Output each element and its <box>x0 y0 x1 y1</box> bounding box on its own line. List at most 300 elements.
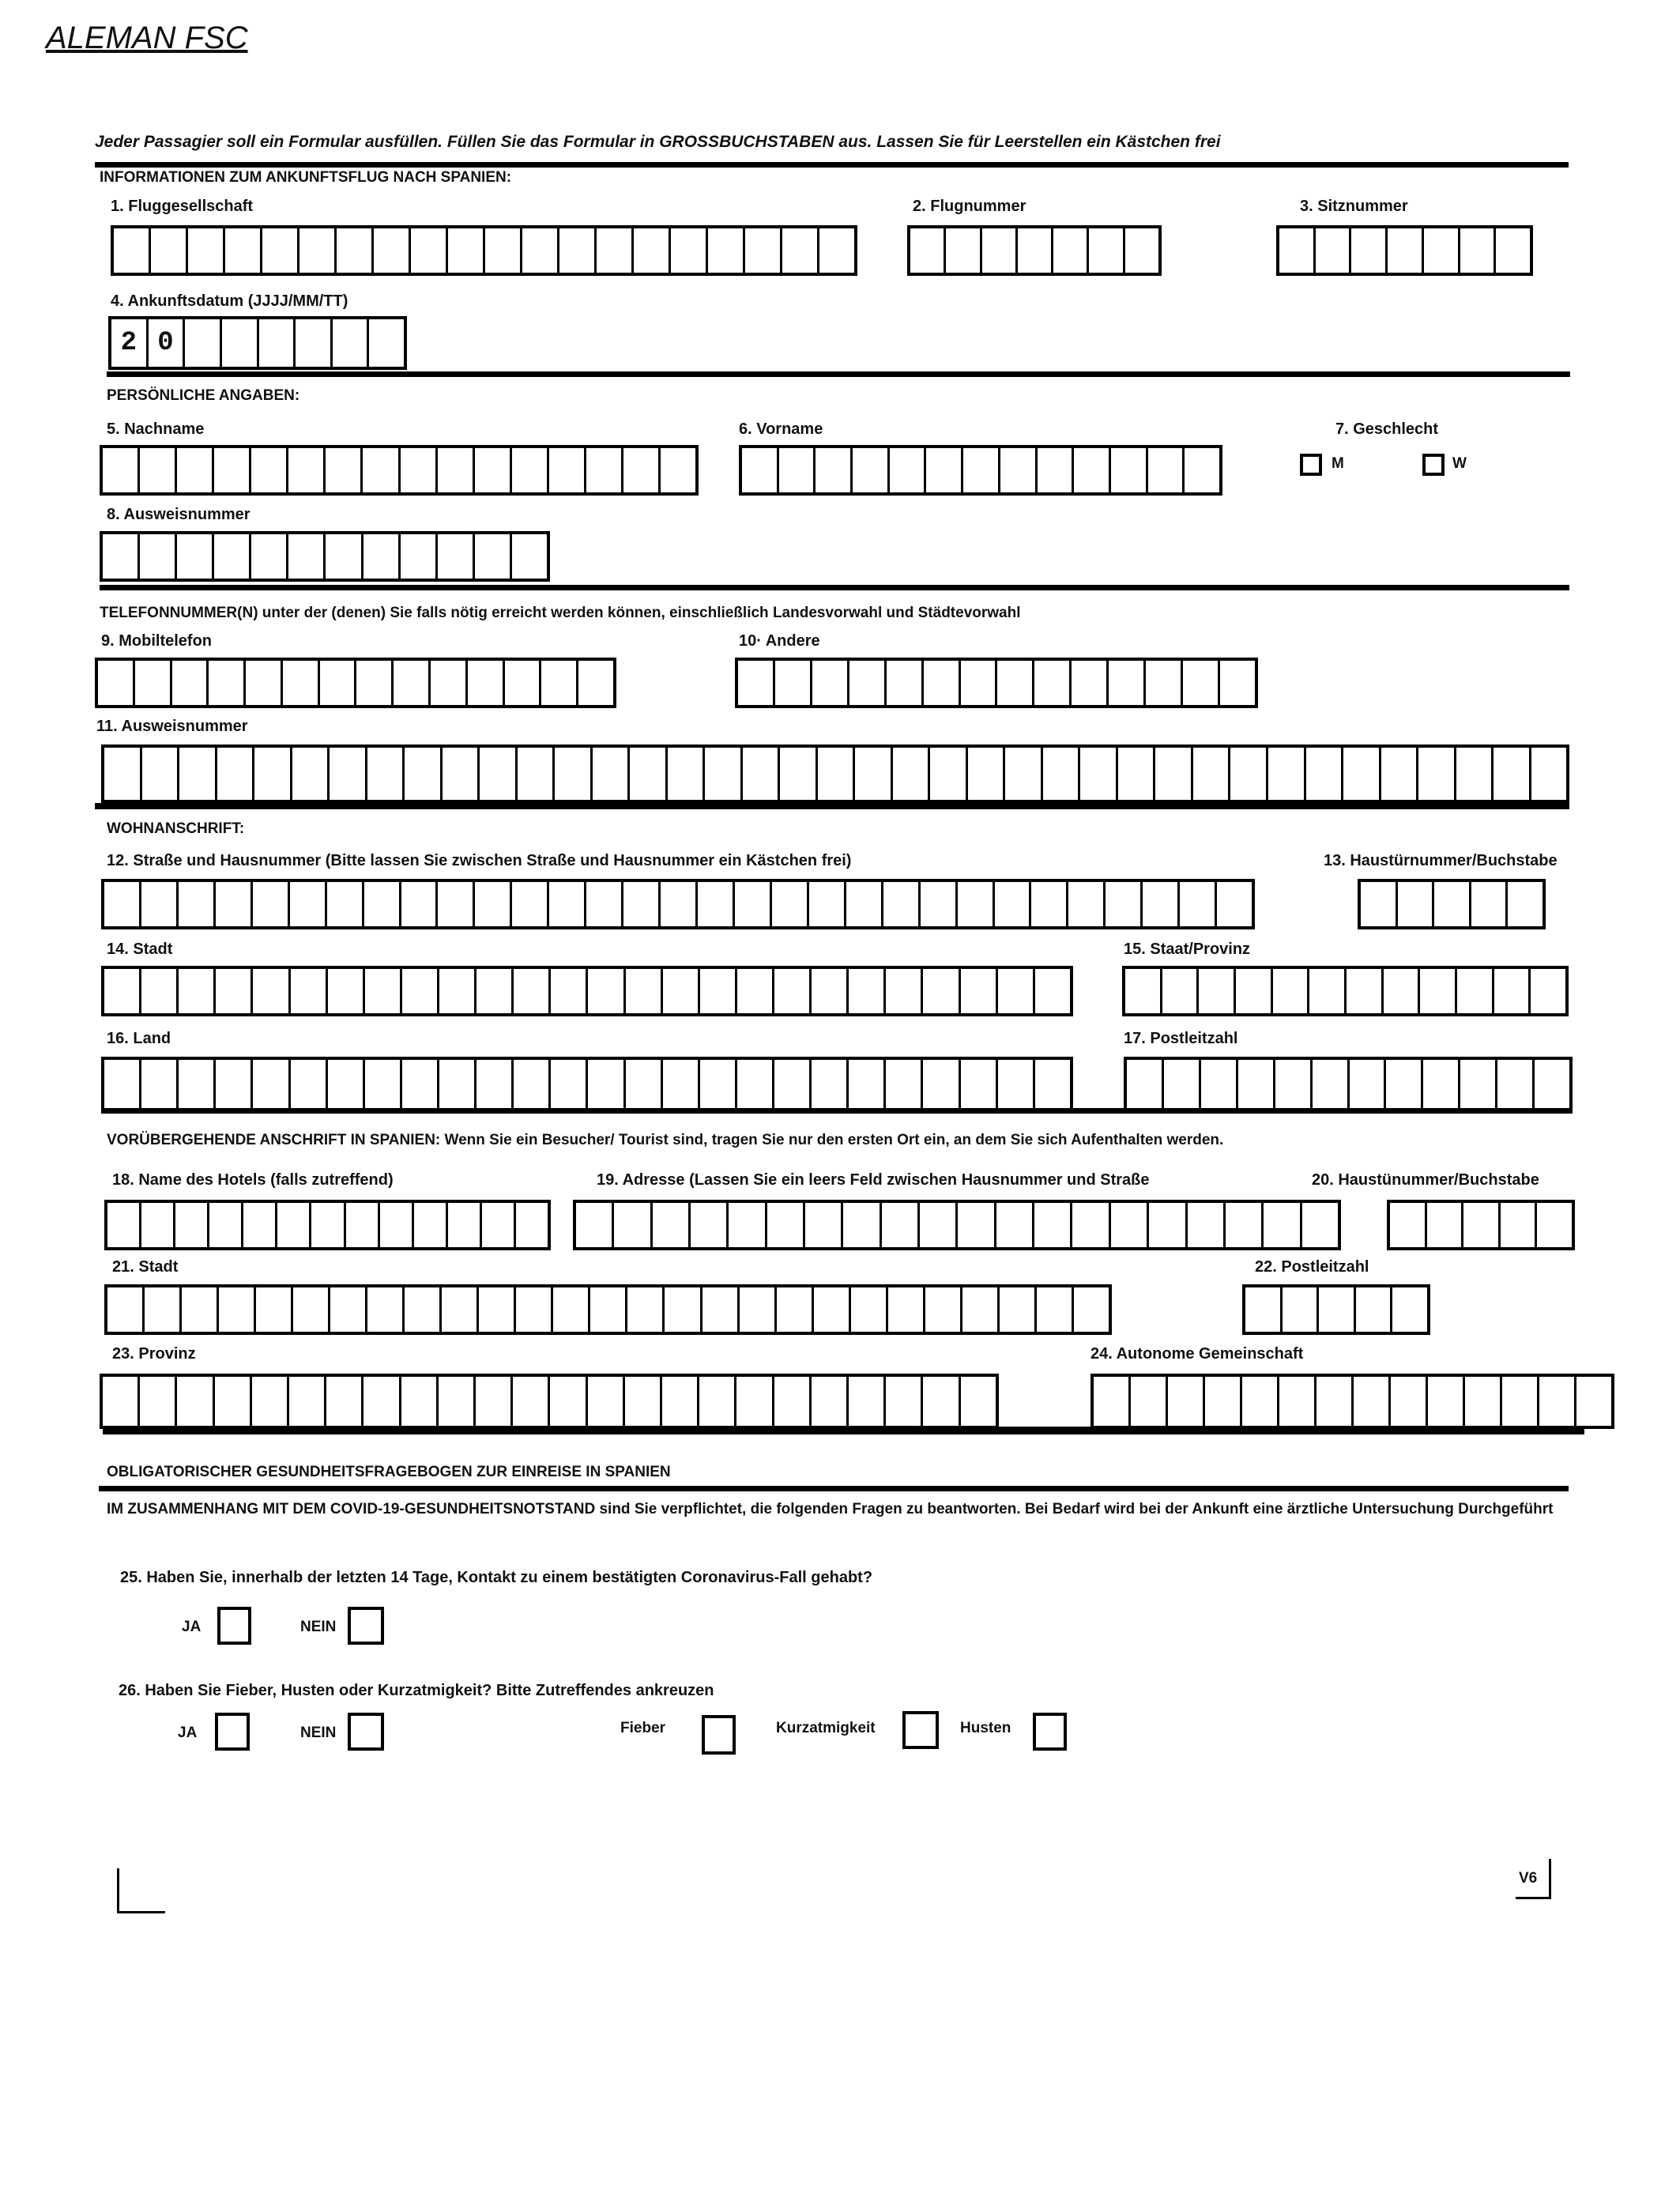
char-cell[interactable] <box>1347 969 1384 1013</box>
q25-nein-checkbox[interactable] <box>348 1607 384 1645</box>
char-cell[interactable] <box>1238 1060 1275 1109</box>
char-cell[interactable] <box>578 661 613 705</box>
char-cell[interactable] <box>962 1287 1000 1332</box>
char-cell[interactable] <box>1005 748 1043 800</box>
date-cell[interactable] <box>369 319 404 367</box>
char-cell[interactable] <box>448 228 485 273</box>
char-cell[interactable] <box>365 1060 402 1109</box>
char-cell[interactable] <box>1074 448 1111 492</box>
char-cell[interactable] <box>1420 969 1457 1013</box>
char-cell[interactable] <box>438 448 475 492</box>
char-cell[interactable] <box>1279 228 1316 273</box>
char-cell[interactable] <box>586 882 623 926</box>
char-cell[interactable] <box>849 1060 886 1109</box>
char-cell[interactable] <box>958 1203 996 1247</box>
char-cell[interactable] <box>774 969 812 1013</box>
seat-number-input[interactable] <box>1276 225 1533 276</box>
char-cell[interactable] <box>443 748 480 800</box>
char-cell[interactable] <box>588 969 625 1013</box>
char-cell[interactable] <box>774 1060 812 1109</box>
char-cell[interactable] <box>1306 748 1344 800</box>
char-cell[interactable] <box>671 228 708 273</box>
char-cell[interactable] <box>812 1377 849 1426</box>
char-cell[interactable] <box>550 1377 587 1426</box>
char-cell[interactable] <box>700 969 737 1013</box>
char-cell[interactable] <box>175 1203 209 1247</box>
char-cell[interactable] <box>253 1060 290 1109</box>
char-cell[interactable] <box>849 969 886 1013</box>
char-cell[interactable] <box>514 969 551 1013</box>
char-cell[interactable] <box>394 661 431 705</box>
char-cell[interactable] <box>1220 661 1255 705</box>
char-cell[interactable] <box>516 1203 548 1247</box>
char-cell[interactable] <box>1068 882 1106 926</box>
char-cell[interactable] <box>1072 1203 1110 1247</box>
date-cell[interactable] <box>222 319 259 367</box>
char-cell[interactable] <box>1427 1203 1464 1247</box>
char-cell[interactable] <box>775 661 812 705</box>
char-cell[interactable] <box>923 1377 960 1426</box>
char-cell[interactable] <box>179 748 217 800</box>
char-cell[interactable] <box>1316 228 1352 273</box>
char-cell[interactable] <box>997 661 1034 705</box>
char-cell[interactable] <box>1418 748 1456 800</box>
char-cell[interactable] <box>982 228 1018 273</box>
char-cell[interactable] <box>225 228 262 273</box>
char-cell[interactable] <box>1386 1060 1423 1109</box>
char-cell[interactable] <box>819 228 854 273</box>
char-cell[interactable] <box>1381 748 1419 800</box>
char-cell[interactable] <box>1391 1377 1428 1426</box>
char-cell[interactable] <box>214 448 251 492</box>
char-cell[interactable] <box>946 228 981 273</box>
char-cell[interactable] <box>1319 1287 1356 1332</box>
char-cell[interactable] <box>703 1287 740 1332</box>
char-cell[interactable] <box>439 1060 477 1109</box>
char-cell[interactable] <box>1494 969 1531 1013</box>
char-cell[interactable] <box>699 1377 736 1426</box>
date-cell[interactable] <box>259 319 296 367</box>
char-cell[interactable] <box>402 969 439 1013</box>
char-cell[interactable] <box>698 882 735 926</box>
char-cell[interactable] <box>1034 661 1072 705</box>
char-cell[interactable] <box>480 748 518 800</box>
char-cell[interactable] <box>365 969 402 1013</box>
char-cell[interactable] <box>114 228 151 273</box>
char-cell[interactable] <box>141 1060 179 1109</box>
char-cell[interactable] <box>593 748 631 800</box>
char-cell[interactable] <box>402 1060 439 1109</box>
char-cell[interactable] <box>216 969 253 1013</box>
char-cell[interactable] <box>805 1203 843 1247</box>
char-cell[interactable] <box>1531 748 1567 800</box>
char-cell[interactable] <box>512 534 547 579</box>
char-cell[interactable] <box>737 969 774 1013</box>
char-cell[interactable] <box>708 228 745 273</box>
char-cell[interactable] <box>1537 1203 1572 1247</box>
char-cell[interactable] <box>780 748 818 800</box>
char-cell[interactable] <box>774 1377 812 1426</box>
q26-ja-checkbox[interactable] <box>215 1713 250 1751</box>
char-cell[interactable] <box>1390 1203 1427 1247</box>
char-cell[interactable] <box>214 534 251 579</box>
char-cell[interactable] <box>923 969 960 1013</box>
char-cell[interactable] <box>448 1203 482 1247</box>
char-cell[interactable] <box>405 1287 442 1332</box>
char-cell[interactable] <box>818 748 856 800</box>
char-cell[interactable] <box>522 228 559 273</box>
char-cell[interactable] <box>179 1060 216 1109</box>
char-cell[interactable] <box>1457 969 1494 1013</box>
char-cell[interactable] <box>1456 748 1494 800</box>
char-cell[interactable] <box>849 1377 886 1426</box>
flight-number-input[interactable] <box>907 225 1162 276</box>
char-cell[interactable] <box>551 1060 588 1109</box>
char-cell[interactable] <box>219 1287 256 1332</box>
char-cell[interactable] <box>141 882 179 926</box>
char-cell[interactable] <box>1111 1203 1149 1247</box>
char-cell[interactable] <box>961 661 998 705</box>
char-cell[interactable] <box>1494 748 1531 800</box>
char-cell[interactable] <box>814 1287 851 1332</box>
char-cell[interactable] <box>188 228 225 273</box>
char-cell[interactable] <box>209 1203 243 1247</box>
char-cell[interactable] <box>512 882 549 926</box>
char-cell[interactable] <box>1283 1287 1320 1332</box>
char-cell[interactable] <box>1309 969 1347 1013</box>
char-cell[interactable] <box>326 448 363 492</box>
char-cell[interactable] <box>330 748 367 800</box>
char-cell[interactable] <box>700 1060 737 1109</box>
temp-city-input[interactable] <box>104 1284 1112 1335</box>
char-cell[interactable] <box>1302 1203 1338 1247</box>
char-cell[interactable] <box>1343 748 1381 800</box>
char-cell[interactable] <box>1226 1203 1264 1247</box>
char-cell[interactable] <box>995 882 1032 926</box>
char-cell[interactable] <box>1356 1287 1393 1332</box>
char-cell[interactable] <box>1268 748 1306 800</box>
char-cell[interactable] <box>1000 448 1038 492</box>
char-cell[interactable] <box>663 1060 700 1109</box>
char-cell[interactable] <box>812 969 849 1013</box>
last-name-input[interactable] <box>100 445 699 496</box>
char-cell[interactable] <box>1273 969 1310 1013</box>
char-cell[interactable] <box>104 969 141 1013</box>
char-cell[interactable] <box>729 1203 767 1247</box>
char-cell[interactable] <box>1361 882 1398 926</box>
cough-checkbox[interactable] <box>1033 1713 1067 1751</box>
char-cell[interactable] <box>737 1060 774 1109</box>
char-cell[interactable] <box>414 1203 448 1247</box>
char-cell[interactable] <box>996 1203 1034 1247</box>
char-cell[interactable] <box>246 661 283 705</box>
char-cell[interactable] <box>1155 748 1193 800</box>
char-cell[interactable] <box>1264 1203 1301 1247</box>
id-number-input[interactable] <box>100 531 550 582</box>
char-cell[interactable] <box>665 1287 702 1332</box>
char-cell[interactable] <box>140 1377 177 1426</box>
char-cell[interactable] <box>738 661 775 705</box>
char-cell[interactable] <box>1000 1287 1037 1332</box>
char-cell[interactable] <box>1317 1377 1354 1426</box>
fever-checkbox[interactable] <box>702 1715 736 1755</box>
char-cell[interactable] <box>1230 748 1268 800</box>
gender-m-checkbox[interactable] <box>1300 454 1322 476</box>
temp-address-input[interactable] <box>573 1200 1341 1250</box>
postal-code-input[interactable] <box>1124 1057 1573 1112</box>
char-cell[interactable] <box>104 748 142 800</box>
char-cell[interactable] <box>363 534 401 579</box>
id-number-2-input[interactable] <box>101 745 1569 803</box>
char-cell[interactable] <box>140 534 177 579</box>
char-cell[interactable] <box>512 448 549 492</box>
char-cell[interactable] <box>475 448 512 492</box>
char-cell[interactable] <box>1149 1203 1187 1247</box>
char-cell[interactable] <box>559 228 597 273</box>
char-cell[interactable] <box>705 748 743 800</box>
char-cell[interactable] <box>363 1377 401 1426</box>
char-cell[interactable] <box>923 1060 960 1109</box>
char-cell[interactable] <box>1094 1377 1131 1426</box>
char-cell[interactable] <box>614 1203 652 1247</box>
char-cell[interactable] <box>925 1287 962 1332</box>
char-cell[interactable] <box>439 969 477 1013</box>
char-cell[interactable] <box>439 1377 476 1426</box>
char-cell[interactable] <box>623 448 661 492</box>
char-cell[interactable] <box>1125 228 1158 273</box>
char-cell[interactable] <box>103 448 140 492</box>
char-cell[interactable] <box>853 448 890 492</box>
char-cell[interactable] <box>893 748 931 800</box>
char-cell[interactable] <box>367 748 405 800</box>
char-cell[interactable] <box>627 1287 665 1332</box>
char-cell[interactable] <box>998 1060 1035 1109</box>
char-cell[interactable] <box>1434 882 1471 926</box>
char-cell[interactable] <box>812 1060 849 1109</box>
char-cell[interactable] <box>1193 748 1231 800</box>
char-cell[interactable] <box>135 661 172 705</box>
char-cell[interactable] <box>958 882 995 926</box>
char-cell[interactable] <box>485 228 522 273</box>
char-cell[interactable] <box>209 661 246 705</box>
char-cell[interactable] <box>363 448 400 492</box>
char-cell[interactable] <box>745 228 782 273</box>
char-cell[interactable] <box>1471 882 1509 926</box>
char-cell[interactable] <box>586 448 623 492</box>
char-cell[interactable] <box>251 534 288 579</box>
arrival-date-input[interactable] <box>108 316 407 370</box>
char-cell[interactable] <box>663 969 700 1013</box>
char-cell[interactable] <box>177 448 214 492</box>
char-cell[interactable] <box>1313 1060 1350 1109</box>
q26-nein-checkbox[interactable] <box>348 1713 384 1751</box>
char-cell[interactable] <box>401 1377 439 1426</box>
char-cell[interactable] <box>851 1287 888 1332</box>
char-cell[interactable] <box>1146 661 1183 705</box>
char-cell[interactable] <box>588 1060 625 1109</box>
char-cell[interactable] <box>846 882 883 926</box>
char-cell[interactable] <box>103 1377 140 1426</box>
province-input[interactable] <box>100 1374 999 1429</box>
char-cell[interactable] <box>1275 1060 1313 1109</box>
char-cell[interactable] <box>855 748 893 800</box>
char-cell[interactable] <box>924 661 961 705</box>
date-cell[interactable] <box>333 319 370 367</box>
char-cell[interactable] <box>288 448 326 492</box>
char-cell[interactable] <box>653 1203 691 1247</box>
char-cell[interactable] <box>468 661 505 705</box>
char-cell[interactable] <box>1428 1377 1465 1426</box>
date-cell[interactable] <box>185 319 222 367</box>
char-cell[interactable] <box>290 882 327 926</box>
char-cell[interactable] <box>662 1377 699 1426</box>
char-cell[interactable] <box>1279 1377 1317 1426</box>
char-cell[interactable] <box>961 1377 996 1426</box>
char-cell[interactable] <box>816 448 853 492</box>
char-cell[interactable] <box>843 1203 881 1247</box>
char-cell[interactable] <box>779 448 816 492</box>
char-cell[interactable] <box>968 748 1006 800</box>
char-cell[interactable] <box>930 748 968 800</box>
char-cell[interactable] <box>740 1287 777 1332</box>
char-cell[interactable] <box>327 882 364 926</box>
char-cell[interactable] <box>1034 1203 1072 1247</box>
state-input[interactable] <box>1122 966 1569 1016</box>
char-cell[interactable] <box>320 661 357 705</box>
char-cell[interactable] <box>141 1203 175 1247</box>
char-cell[interactable] <box>625 1377 662 1426</box>
char-cell[interactable] <box>1127 1060 1164 1109</box>
char-cell[interactable] <box>767 1203 805 1247</box>
char-cell[interactable] <box>772 882 809 926</box>
char-cell[interactable] <box>293 1287 330 1332</box>
char-cell[interactable] <box>1162 969 1200 1013</box>
char-cell[interactable] <box>438 534 475 579</box>
char-cell[interactable] <box>742 448 779 492</box>
char-cell[interactable] <box>252 1377 289 1426</box>
char-cell[interactable] <box>961 1060 998 1109</box>
char-cell[interactable] <box>1242 1377 1279 1426</box>
char-cell[interactable] <box>346 1203 380 1247</box>
char-cell[interactable] <box>328 969 365 1013</box>
shortness-of-breath-checkbox[interactable] <box>902 1711 939 1749</box>
char-cell[interactable] <box>626 1060 663 1109</box>
char-cell[interactable] <box>634 228 671 273</box>
char-cell[interactable] <box>1465 1377 1502 1426</box>
char-cell[interactable] <box>516 1287 553 1332</box>
char-cell[interactable] <box>177 1377 214 1426</box>
char-cell[interactable] <box>326 1377 363 1426</box>
char-cell[interactable] <box>1035 1060 1070 1109</box>
char-cell[interactable] <box>882 1203 920 1247</box>
char-cell[interactable] <box>1245 1287 1283 1332</box>
char-cell[interactable] <box>777 1287 814 1332</box>
char-cell[interactable] <box>590 1287 627 1332</box>
char-cell[interactable] <box>630 748 668 800</box>
char-cell[interactable] <box>886 1377 923 1426</box>
char-cell[interactable] <box>883 882 921 926</box>
char-cell[interactable] <box>541 661 578 705</box>
char-cell[interactable] <box>1501 1203 1538 1247</box>
char-cell[interactable] <box>330 1287 367 1332</box>
char-cell[interactable] <box>1205 1377 1242 1426</box>
char-cell[interactable] <box>1217 882 1252 926</box>
char-cell[interactable] <box>356 661 394 705</box>
char-cell[interactable] <box>179 969 216 1013</box>
char-cell[interactable] <box>411 228 448 273</box>
char-cell[interactable] <box>1188 1203 1226 1247</box>
char-cell[interactable] <box>1424 228 1460 273</box>
char-cell[interactable] <box>104 1060 141 1109</box>
temp-door-input[interactable] <box>1387 1200 1575 1250</box>
char-cell[interactable] <box>107 1203 141 1247</box>
char-cell[interactable] <box>1035 969 1070 1013</box>
char-cell[interactable] <box>177 534 214 579</box>
char-cell[interactable] <box>140 448 177 492</box>
char-cell[interactable] <box>475 882 512 926</box>
char-cell[interactable] <box>1388 228 1424 273</box>
char-cell[interactable] <box>661 882 698 926</box>
char-cell[interactable] <box>216 882 253 926</box>
char-cell[interactable] <box>364 882 401 926</box>
char-cell[interactable] <box>103 534 140 579</box>
char-cell[interactable] <box>1463 1203 1501 1247</box>
char-cell[interactable] <box>262 228 299 273</box>
char-cell[interactable] <box>626 969 663 1013</box>
char-cell[interactable] <box>735 882 772 926</box>
char-cell[interactable] <box>910 228 946 273</box>
char-cell[interactable] <box>374 228 411 273</box>
char-cell[interactable] <box>1018 228 1053 273</box>
char-cell[interactable] <box>215 1377 252 1426</box>
char-cell[interactable] <box>98 661 135 705</box>
char-cell[interactable] <box>1384 969 1421 1013</box>
char-cell[interactable] <box>1118 748 1156 800</box>
airline-input[interactable] <box>111 225 857 276</box>
char-cell[interactable] <box>555 748 593 800</box>
char-cell[interactable] <box>743 748 781 800</box>
char-cell[interactable] <box>1089 228 1124 273</box>
char-cell[interactable] <box>299 228 337 273</box>
char-cell[interactable] <box>1531 969 1565 1013</box>
city-input[interactable] <box>101 966 1073 1016</box>
char-cell[interactable] <box>736 1377 774 1426</box>
char-cell[interactable] <box>337 228 374 273</box>
mobile-input[interactable] <box>95 658 616 708</box>
char-cell[interactable] <box>890 448 927 492</box>
char-cell[interactable] <box>217 748 255 800</box>
char-cell[interactable] <box>1535 1060 1569 1109</box>
char-cell[interactable] <box>886 1060 923 1109</box>
char-cell[interactable] <box>477 1060 514 1109</box>
char-cell[interactable] <box>661 448 695 492</box>
char-cell[interactable] <box>1236 969 1273 1013</box>
char-cell[interactable] <box>888 1287 925 1332</box>
char-cell[interactable] <box>479 1287 516 1332</box>
char-cell[interactable] <box>405 748 443 800</box>
hotel-input[interactable] <box>104 1200 551 1250</box>
char-cell[interactable] <box>1111 448 1148 492</box>
char-cell[interactable] <box>1038 448 1075 492</box>
char-cell[interactable] <box>1460 1060 1497 1109</box>
char-cell[interactable] <box>1576 1377 1611 1426</box>
char-cell[interactable] <box>107 1287 145 1332</box>
char-cell[interactable] <box>328 1060 365 1109</box>
char-cell[interactable] <box>172 661 209 705</box>
char-cell[interactable] <box>668 748 706 800</box>
char-cell[interactable] <box>1131 1377 1168 1426</box>
char-cell[interactable] <box>216 1060 253 1109</box>
